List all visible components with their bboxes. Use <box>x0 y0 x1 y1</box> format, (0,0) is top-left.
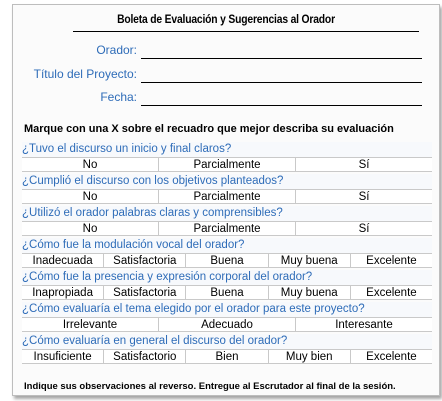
option-box[interactable]: Sí <box>295 222 432 235</box>
option-box[interactable]: Satisfactorio <box>103 350 185 363</box>
options-row <box>22 253 432 268</box>
question-block <box>22 334 432 364</box>
question-text: ¿Cumplió el discurso con los objetivos planteados? <box>22 174 432 189</box>
question-block <box>22 174 432 204</box>
option-box[interactable]: Buena <box>185 286 267 299</box>
option-box[interactable]: Muy bien <box>268 350 350 363</box>
date-label: Fecha: <box>100 90 137 104</box>
date-field[interactable] <box>141 105 422 106</box>
option-box[interactable]: Satisfactoria <box>103 286 185 299</box>
question-text: ¿Cómo evaluaría el tema elegido por el orador para este proyecto? <box>22 302 432 317</box>
option-box[interactable]: Excelente <box>350 286 432 299</box>
orador-field[interactable] <box>141 58 422 59</box>
option-box[interactable]: Excelente <box>350 254 432 267</box>
option-box[interactable]: Parcialmente <box>158 190 295 203</box>
question-text: ¿Utilizó el orador palabras claras y comprensibles? <box>22 206 432 221</box>
option-box[interactable]: Parcialmente <box>158 222 295 235</box>
option-box[interactable]: Sí <box>295 158 432 171</box>
option-box[interactable]: Insuficiente <box>33 351 92 363</box>
project-title-label: Título del Proyecto: <box>33 67 137 81</box>
option-box[interactable]: Inadecuada <box>32 255 93 267</box>
option-box[interactable]: Bien <box>185 350 267 363</box>
option-box[interactable]: Inapropiada <box>32 287 93 299</box>
option-box[interactable]: Excelente <box>350 350 432 363</box>
options-row <box>22 285 432 300</box>
question-text: ¿Cómo fue la presencia y expresión corporal del orador? <box>22 270 432 285</box>
question-text: ¿Cómo fue la modulación vocal del orador? <box>22 238 432 253</box>
options-row <box>22 189 432 204</box>
title-underline <box>73 31 419 32</box>
options-row <box>22 221 432 236</box>
project-title-field[interactable] <box>141 82 422 83</box>
option-box[interactable]: Interesante <box>295 318 432 331</box>
options-row <box>22 349 432 364</box>
option-box[interactable]: No <box>82 223 98 235</box>
footer-note: Indique sus observaciones al reverso. Entregue al Escrutador al final de la sesión. <box>24 381 396 392</box>
option-box[interactable]: Muy buena <box>268 286 350 299</box>
question-text: ¿Tuvo el discurso un inicio y final claros? <box>22 142 432 157</box>
question-block <box>22 238 432 268</box>
question-block <box>22 270 432 300</box>
form-title: Boleta de Evaluación y Sugerencias al Orador <box>117 12 335 26</box>
question-block <box>22 302 432 332</box>
option-box[interactable]: Muy buena <box>268 254 350 267</box>
option-box[interactable]: Parcialmente <box>158 158 295 171</box>
option-box[interactable]: Sí <box>295 190 432 203</box>
option-box[interactable]: Irrelevante <box>62 319 118 331</box>
option-box[interactable]: Adecuado <box>158 318 295 331</box>
question-block <box>22 206 432 236</box>
instruction-text: Marque con una X sobre el recuadro que mejor describa su evaluación <box>24 123 394 135</box>
options-row <box>22 157 432 172</box>
option-box[interactable]: Buena <box>185 254 267 267</box>
options-row <box>22 317 432 332</box>
orador-label: Orador: <box>96 43 137 57</box>
option-box[interactable]: Satisfactoria <box>103 254 185 267</box>
question-text: ¿Cómo evaluaría en general el discurso del orador? <box>22 334 432 349</box>
option-box[interactable]: No <box>82 159 98 171</box>
evaluation-form <box>12 4 440 396</box>
option-box[interactable]: No <box>82 191 98 203</box>
question-block <box>22 142 432 172</box>
